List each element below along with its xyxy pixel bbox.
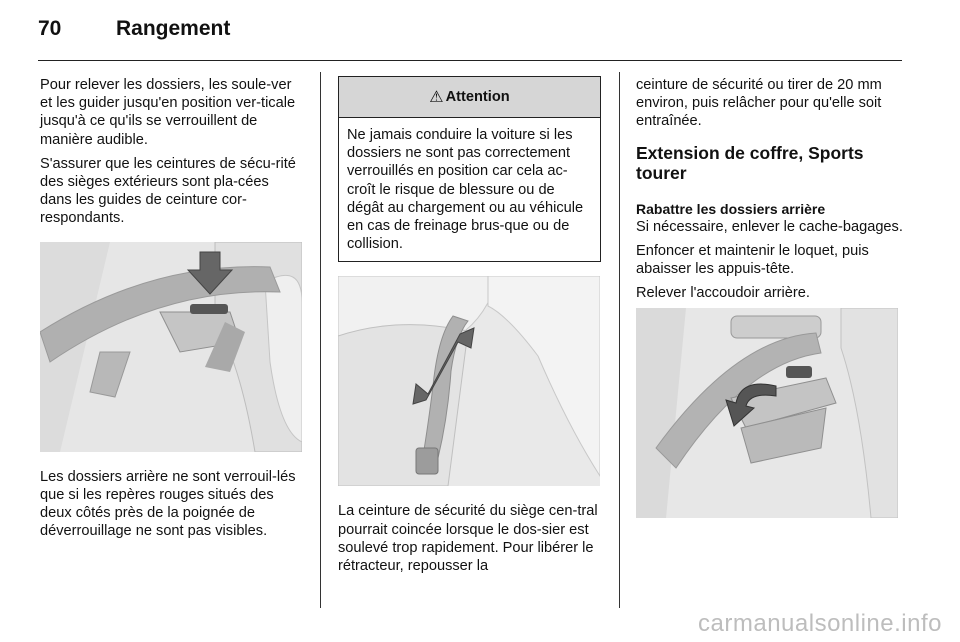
attention-box (338, 76, 601, 262)
page-title: Rangement (116, 17, 231, 40)
paragraph: S'assurer que les ceintures de sécu-rité des sièges extérieurs sont pla-cées dans les guides de ceinture cor-respondants. (40, 155, 296, 227)
paragraph: Les dossiers arrière ne sont verrouil-lés que si les repères rouges situés des deux côtés près de la poignée de déverrouillage ne sont pas visibles. (40, 468, 296, 540)
illustration-seatbelt-guide (40, 242, 302, 452)
paragraph: ceinture de sécurité ou tirer de 20 mm environ, puis relâcher pour qu'elle soit entraînée. (636, 77, 882, 130)
paragraph: Enfoncer et maintenir le loquet, puis abaisser les appuis-tête. (636, 242, 869, 278)
column-divider-1 (320, 72, 321, 608)
page-number: 70 (38, 17, 62, 40)
attention-title: Attention (445, 89, 510, 105)
attention-header (339, 77, 600, 118)
attention-body: Ne jamais conduire la voiture si les dossiers ne sont pas correctement verrouillés en position car cela ac-croît le risque de blessure ou de dégât au chargement ou au véhicule en cas de freinage brus-que ou de collision. (347, 127, 584, 253)
header-rule (38, 60, 902, 61)
section-heading: Extension de coffre, Sports tourer (636, 142, 864, 183)
column-1 (40, 76, 304, 546)
watermark: carmanualsonline.info (698, 610, 942, 637)
column-2 (338, 76, 602, 581)
paragraph: La ceinture de sécurité du siège cen-tral pourrait coincée lorsque le dos-sier est soulevé trop rapidement. Pour libérer le rétracteur, repousser la (338, 503, 598, 575)
column-3 (636, 76, 904, 534)
paragraph: Si nécessaire, enlever le cache-bagages. (636, 218, 903, 235)
illustration-center-belt (338, 276, 600, 486)
warning-triangle-icon: ⚠ (429, 89, 444, 106)
paragraph: Relever l'accoudoir arrière. (636, 285, 810, 302)
column-divider-2 (619, 72, 620, 608)
subsection-heading: Rabattre les dossiers arrière (636, 200, 826, 217)
illustration-armrest (636, 308, 898, 518)
paragraph: Pour relever les dossiers, les soule-ver et les guider jusqu'en position ver-ticale jusqu'à ce qu'ils se verrouillent de manière audible. (40, 77, 296, 148)
